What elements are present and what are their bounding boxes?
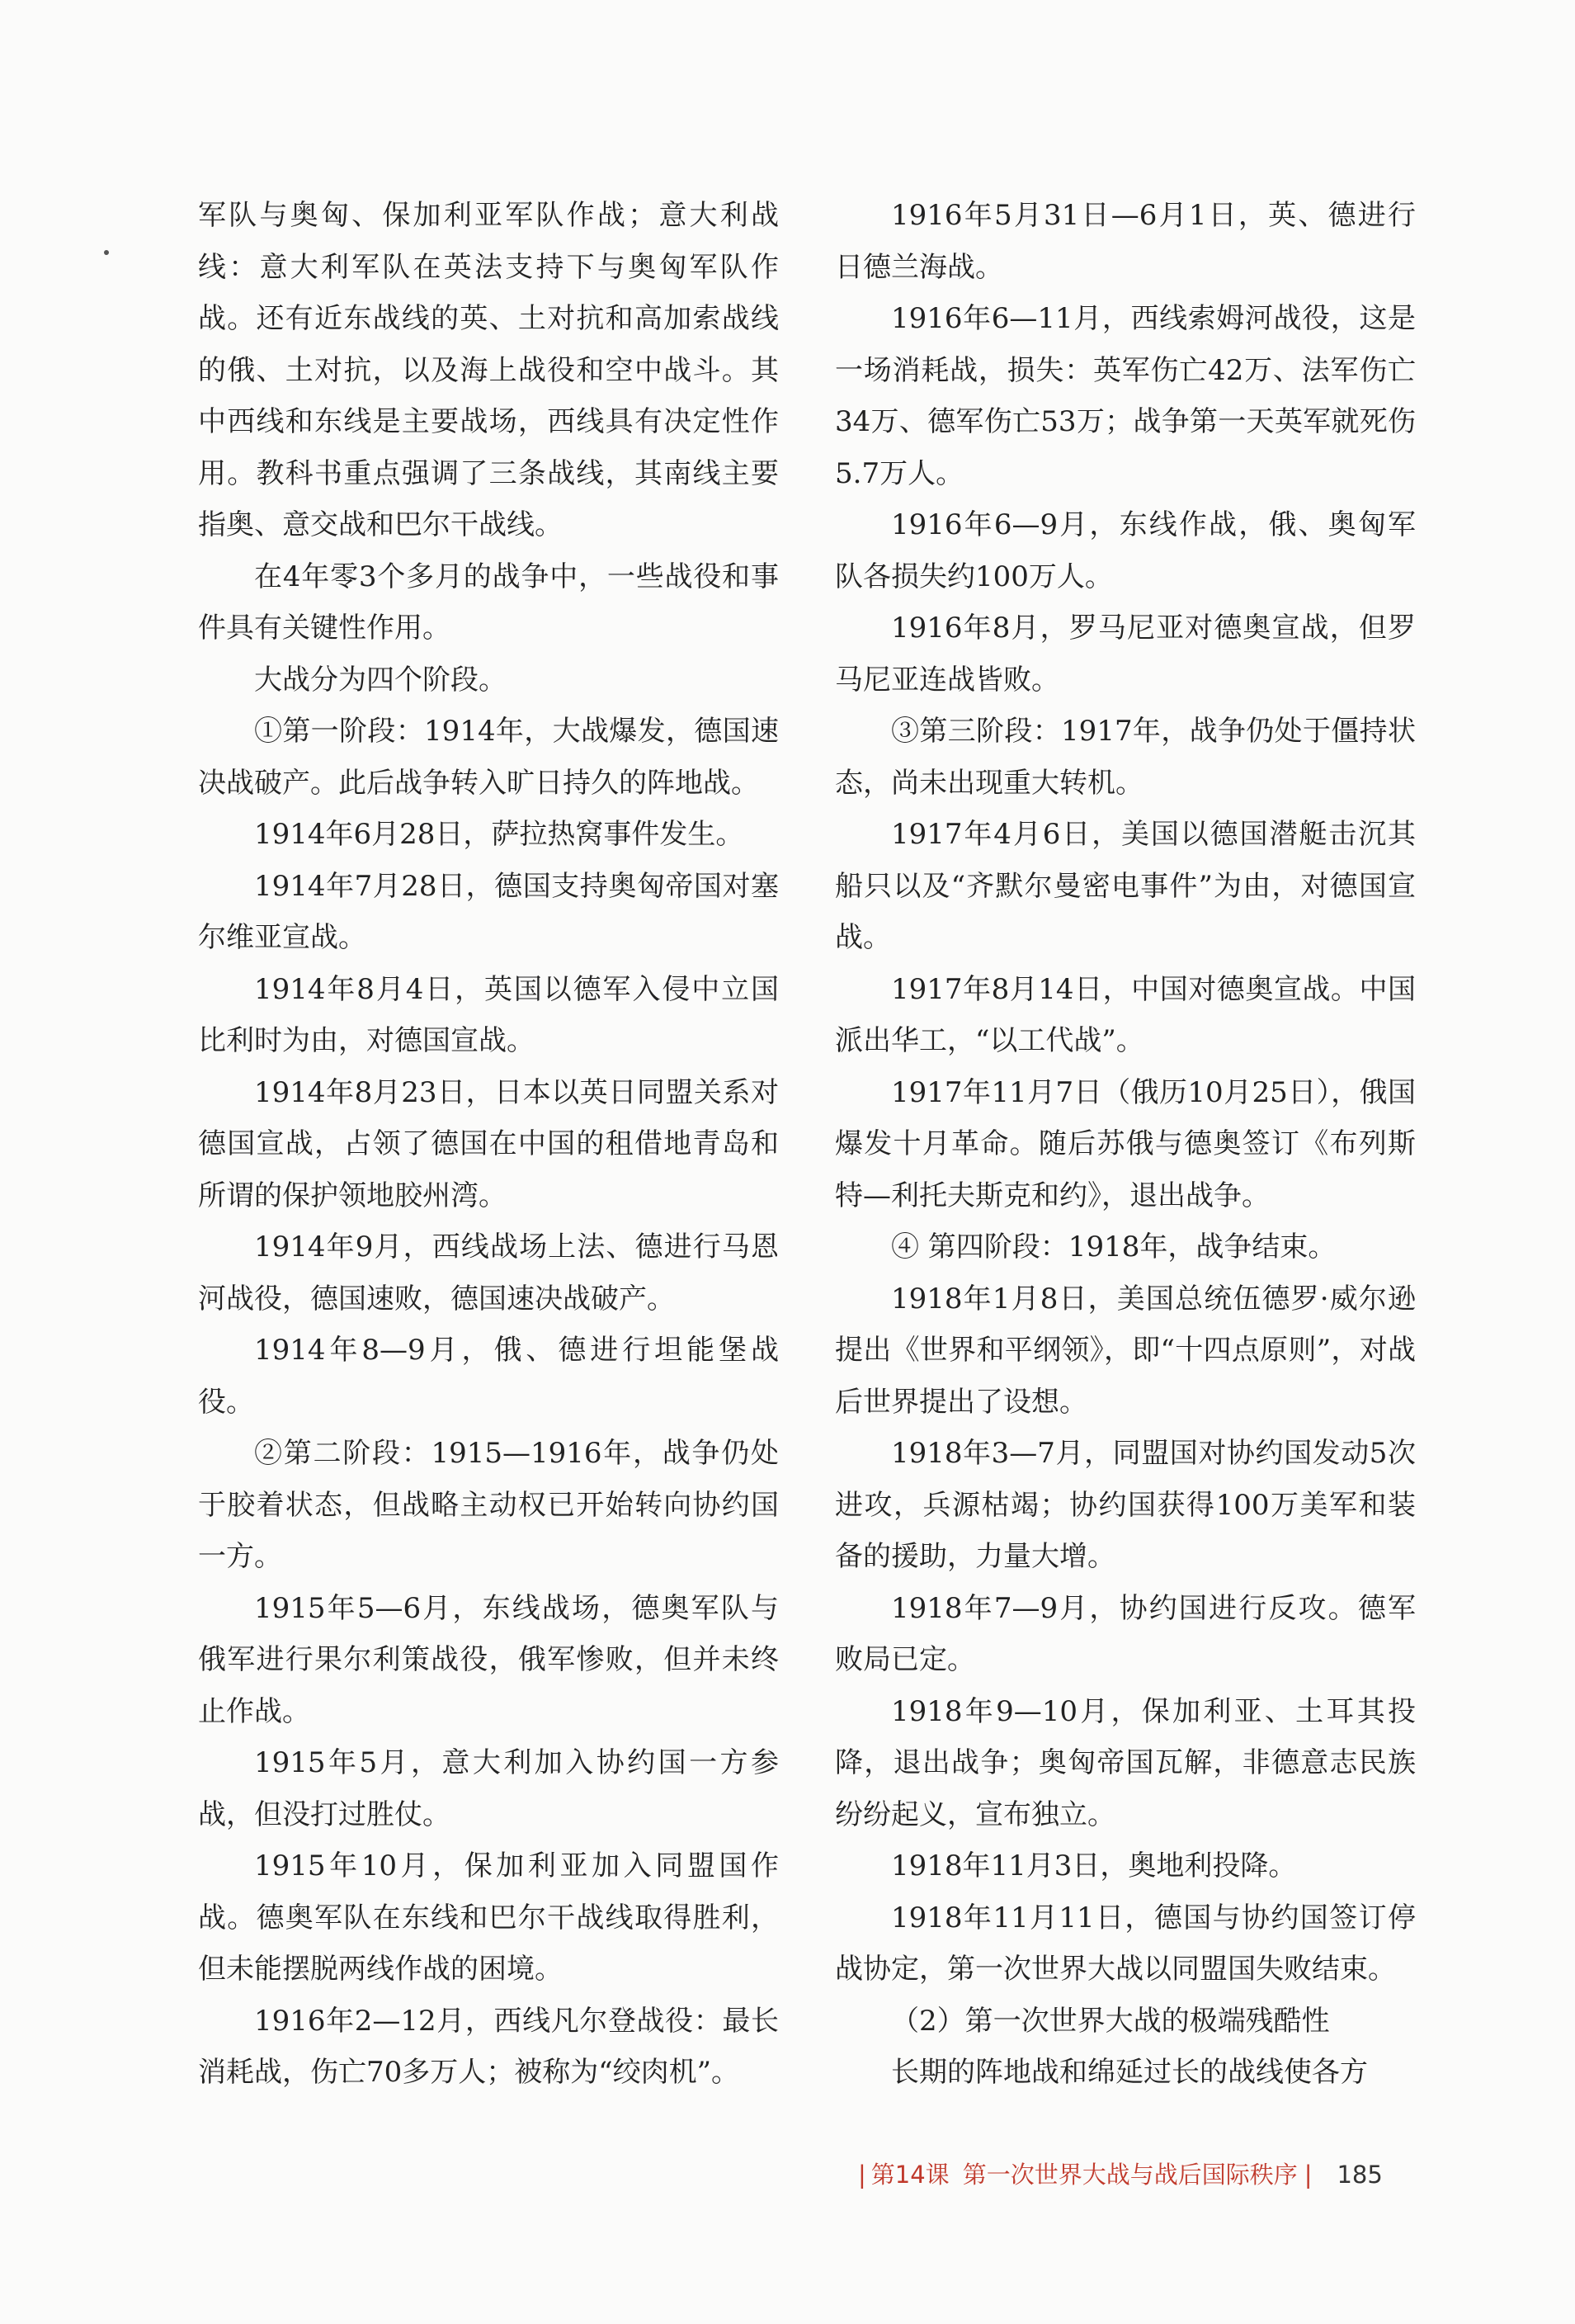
- page-number: 185: [1337, 2161, 1383, 2189]
- paragraph: 1915年5—6月，东线战场，德奥军队与俄军进行果尔利策战役，俄军惨败，但并未终止作战。: [198, 1591, 779, 1728]
- paragraph: 长期的阵地战和绵延过长的战线使各方: [891, 2056, 1368, 2089]
- paragraph: 1918年9—10月，保加利亚、土耳其投降，退出战争；奥匈帝国瓦解，非德意志民族纷纷起义，宣布独立。: [835, 1694, 1416, 1831]
- footer-separator-left: |: [858, 2161, 866, 2189]
- paragraph: ①第一阶段：1914年，大战爆发，德国速决战破产。此后战争转入旷日持久的阵地战。: [198, 715, 779, 800]
- paragraph: 1914年7月28日，德国支持奥匈帝国对塞尔维亚宣战。: [198, 869, 779, 954]
- paragraph: 1918年11月11日，德国与协约国签订停战协定，第一次世界大战以同盟国失败结束。: [835, 1901, 1416, 1986]
- paragraph: 军队与奥匈、保加利亚军队作战；意大利战线：意大利军队在英法支持下与奥匈军队作战。还有近东战线的英、土对抗和高加索战线的俄、土对抗，以及海上战役和空中战斗。其中西线和东线是主要战场，西线具有决定性作用。教科书重点强调了三条战线，其南线主要指奥、意交战和巴尔干战线。: [198, 199, 779, 541]
- paragraph: 1915年5月，意大利加入协约国一方参战，但没打过胜仗。: [198, 1746, 779, 1831]
- paragraph: 1914年8月23日，日本以英日同盟关系对德国宣战，占领了德国在中国的租借地青岛和所谓的保护领地胶州湾。: [198, 1075, 779, 1212]
- right-column: [835, 190, 1416, 2099]
- paragraph: 1916年6—11月，西线索姆河战役，这是一场消耗战，损失：英军伤亡42万、法军伤亡34万、德军伤亡53万；战争第一天英军就死伤5.7万人。: [835, 302, 1416, 490]
- paragraph: 1916年2—12月，西线凡尔登战役：最长消耗战，伤亡70多万人；被称为“绞肉机”。: [198, 2004, 779, 2089]
- paragraph: 1916年6—9月，东线作战，俄、奥匈军队各损失约100万人。: [835, 508, 1416, 593]
- paragraph: 1918年11月3日，奥地利投降。: [891, 1849, 1297, 1882]
- paragraph: 1916年5月31日—6月1日，英、德进行日德兰海战。: [835, 199, 1416, 284]
- paragraph: 1914年8—9月，俄、德进行坦能堡战役。: [198, 1334, 779, 1419]
- margin-mark: [104, 250, 109, 255]
- paragraph: 1914年6月28日，萨拉热窝事件发生。: [254, 818, 744, 851]
- paragraph: 1917年4月6日，美国以德国潜艇击沉其船只以及“齐默尔曼密电事件”为由，对德国宣战。: [835, 818, 1416, 954]
- paragraph: 大战分为四个阶段。: [254, 663, 507, 697]
- paragraph: ③第三阶段：1917年，战争仍处于僵持状态，尚未出现重大转机。: [835, 715, 1416, 800]
- paragraph: ④ 第四阶段：1918年，战争结束。: [891, 1230, 1337, 1264]
- paragraph: 1914年9月，西线战场上法、德进行马恩河战役，德国速败，德国速决战破产。: [198, 1230, 779, 1316]
- paragraph: （2）第一次世界大战的极端残酷性: [891, 2004, 1330, 2038]
- paragraph: 1918年1月8日，美国总统伍德罗·威尔逊提出《世界和平纲领》，即“十四点原则”，对战后世界提出了设想。: [835, 1282, 1416, 1419]
- paragraph: 1916年8月，罗马尼亚对德奥宣战，但罗马尼亚连战皆败。: [835, 612, 1416, 697]
- paragraph: 1918年3—7月，同盟国对协约国发动5次进攻，兵源枯竭；协约国获得100万美军和装备的援助，力量大增。: [835, 1437, 1416, 1573]
- chapter-title: 第一次世界大战与战后国际秩序: [962, 2161, 1298, 2189]
- paragraph: 1915年10月，保加利亚加入同盟国作战。德奥军队在东线和巴尔干战线取得胜利，但未能摆脱两线作战的困境。: [198, 1849, 779, 1986]
- left-column: [198, 190, 779, 2099]
- paragraph: 1918年7—9月，协约国进行反攻。德军败局已定。: [835, 1591, 1416, 1676]
- paragraph: 1914年8月4日，英国以德军入侵中立国比利时为由，对德国宣战。: [198, 972, 779, 1057]
- page-footer: [858, 2154, 1436, 2195]
- chapter-label: 第14课: [870, 2161, 950, 2189]
- paragraph: ②第二阶段：1915—1916年，战争仍处于胶着状态，但战略主动权已开始转向协约国一方。: [198, 1437, 779, 1573]
- footer-separator-right: |: [1304, 2161, 1313, 2189]
- paragraph: 1917年8月14日，中国对德奥宣战。中国派出华工，“以工代战”。: [835, 972, 1416, 1057]
- paragraph: 1917年11月7日（俄历10月25日），俄国爆发十月革命。随后苏俄与德奥签订《布列斯特—利托夫斯克和约》，退出战争。: [835, 1075, 1416, 1212]
- paragraph: 在4年零3个多月的战争中，一些战役和事件具有关键性作用。: [198, 560, 779, 645]
